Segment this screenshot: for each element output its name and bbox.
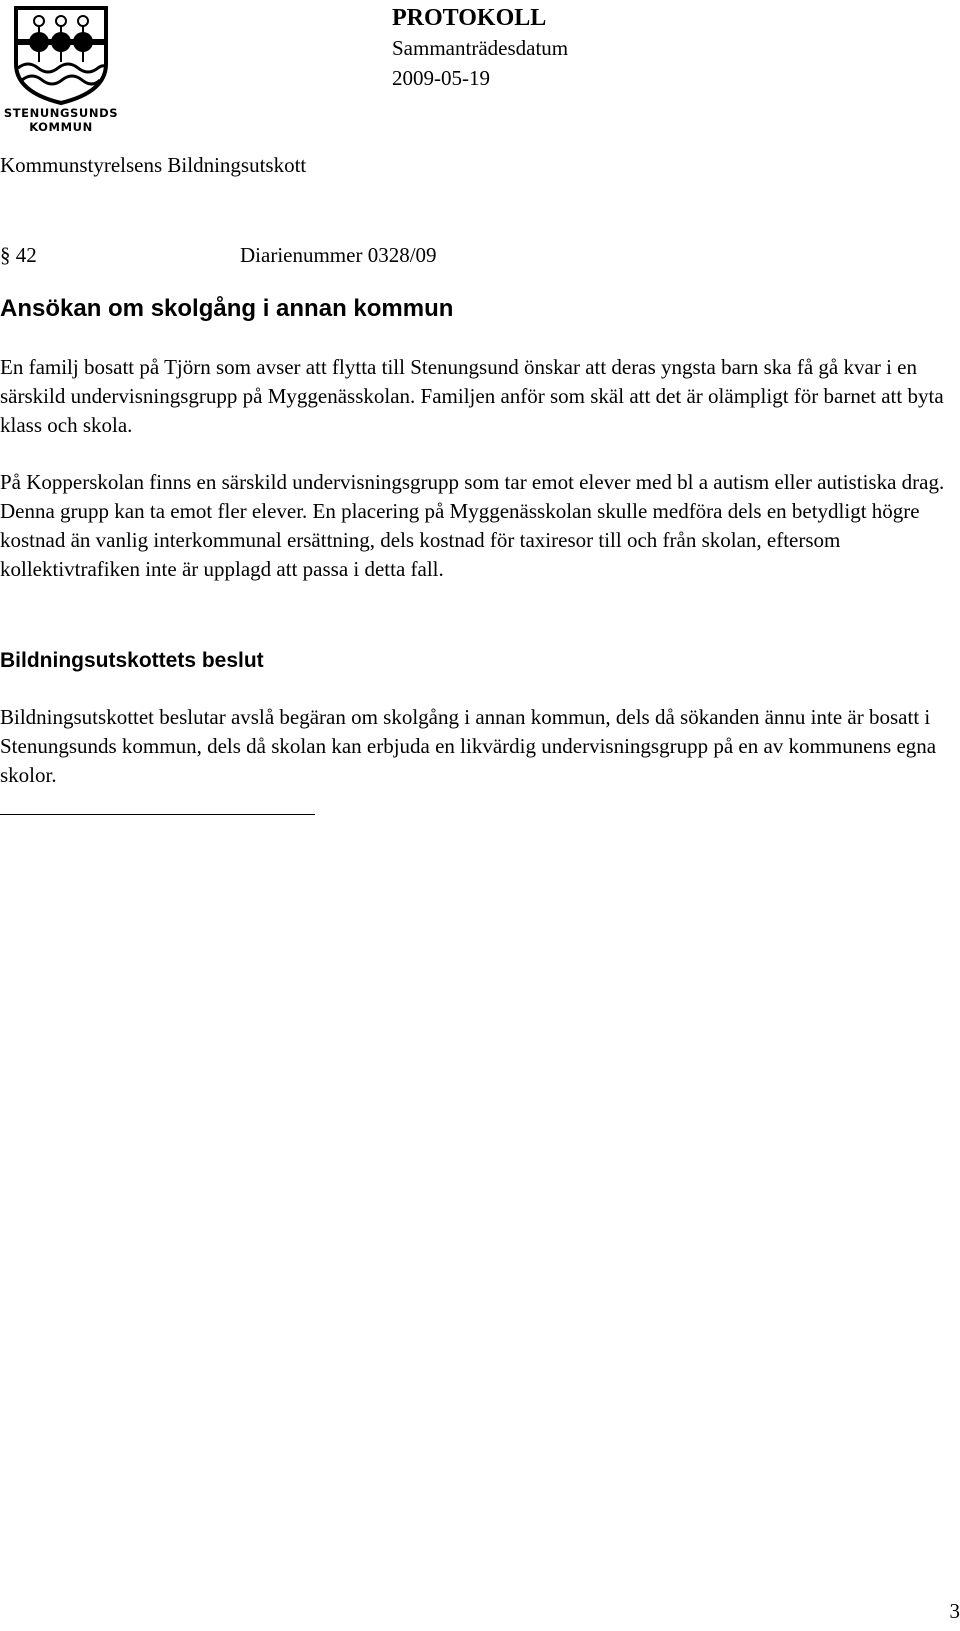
- municipality-logo: [2, 2, 120, 134]
- coat-of-arms-icon: [2, 2, 120, 106]
- section-row: [0, 240, 437, 270]
- meeting-date: 2009-05-19: [392, 66, 490, 90]
- page-number: 3: [949, 1599, 960, 1623]
- decision-text: Bildningsutskottet beslutar avslå begäran om skolgång i annan kommun, dels då sökanden ännu inte är bosatt i Stenungsunds kommun, dels då skolan kan erbjuda en likvärdig undervisningsgrupp på en av kommunens egna skolor.: [0, 705, 937, 787]
- meeting-date-label: Sammanträdesdatum: [392, 36, 569, 60]
- section-number: 42: [15, 243, 37, 267]
- section-symbol: §: [0, 243, 11, 267]
- document-header: [392, 3, 568, 93]
- case-title: Ansökan om skolgång i annan kommun: [0, 295, 454, 322]
- diarie-number: Diarienummer 0328/09: [240, 243, 437, 267]
- committee-name: Kommunstyrelsens Bildningsutskott: [0, 153, 307, 177]
- paragraph-assessment: På Kopperskolan finns en särskild undervisningsgrupp som tar emot elever med bl a autism eller autistiska drag. Denna grupp kan ta emot fler elever. En placering på Myggenässkolan skulle medföra dels en betydligt högre kostnad än vanlig interkommunal ersättning, dels kostnad för taxiresor till och från skolan, eftersom kollektivtrafiken inte är upplagd att passa i detta fall.: [0, 470, 945, 581]
- logo-text-line1: STENUNGSUNDS: [3, 106, 119, 120]
- logo-text-line2: KOMMUN: [29, 120, 93, 134]
- decision-heading: Bildningsutskottets beslut: [0, 649, 264, 672]
- paragraph-background: En familj bosatt på Tjörn som avser att flytta till Stenungsund önskar att deras yngsta barn ska få gå kvar i en särskild undervisningsgrupp på Myggenässkolan. Familjen anför som skäl att det är olämpligt för barnet att byta klass och skola.: [0, 355, 944, 437]
- document-type: PROTOKOLL: [392, 5, 547, 31]
- signature-divider: [0, 814, 315, 815]
